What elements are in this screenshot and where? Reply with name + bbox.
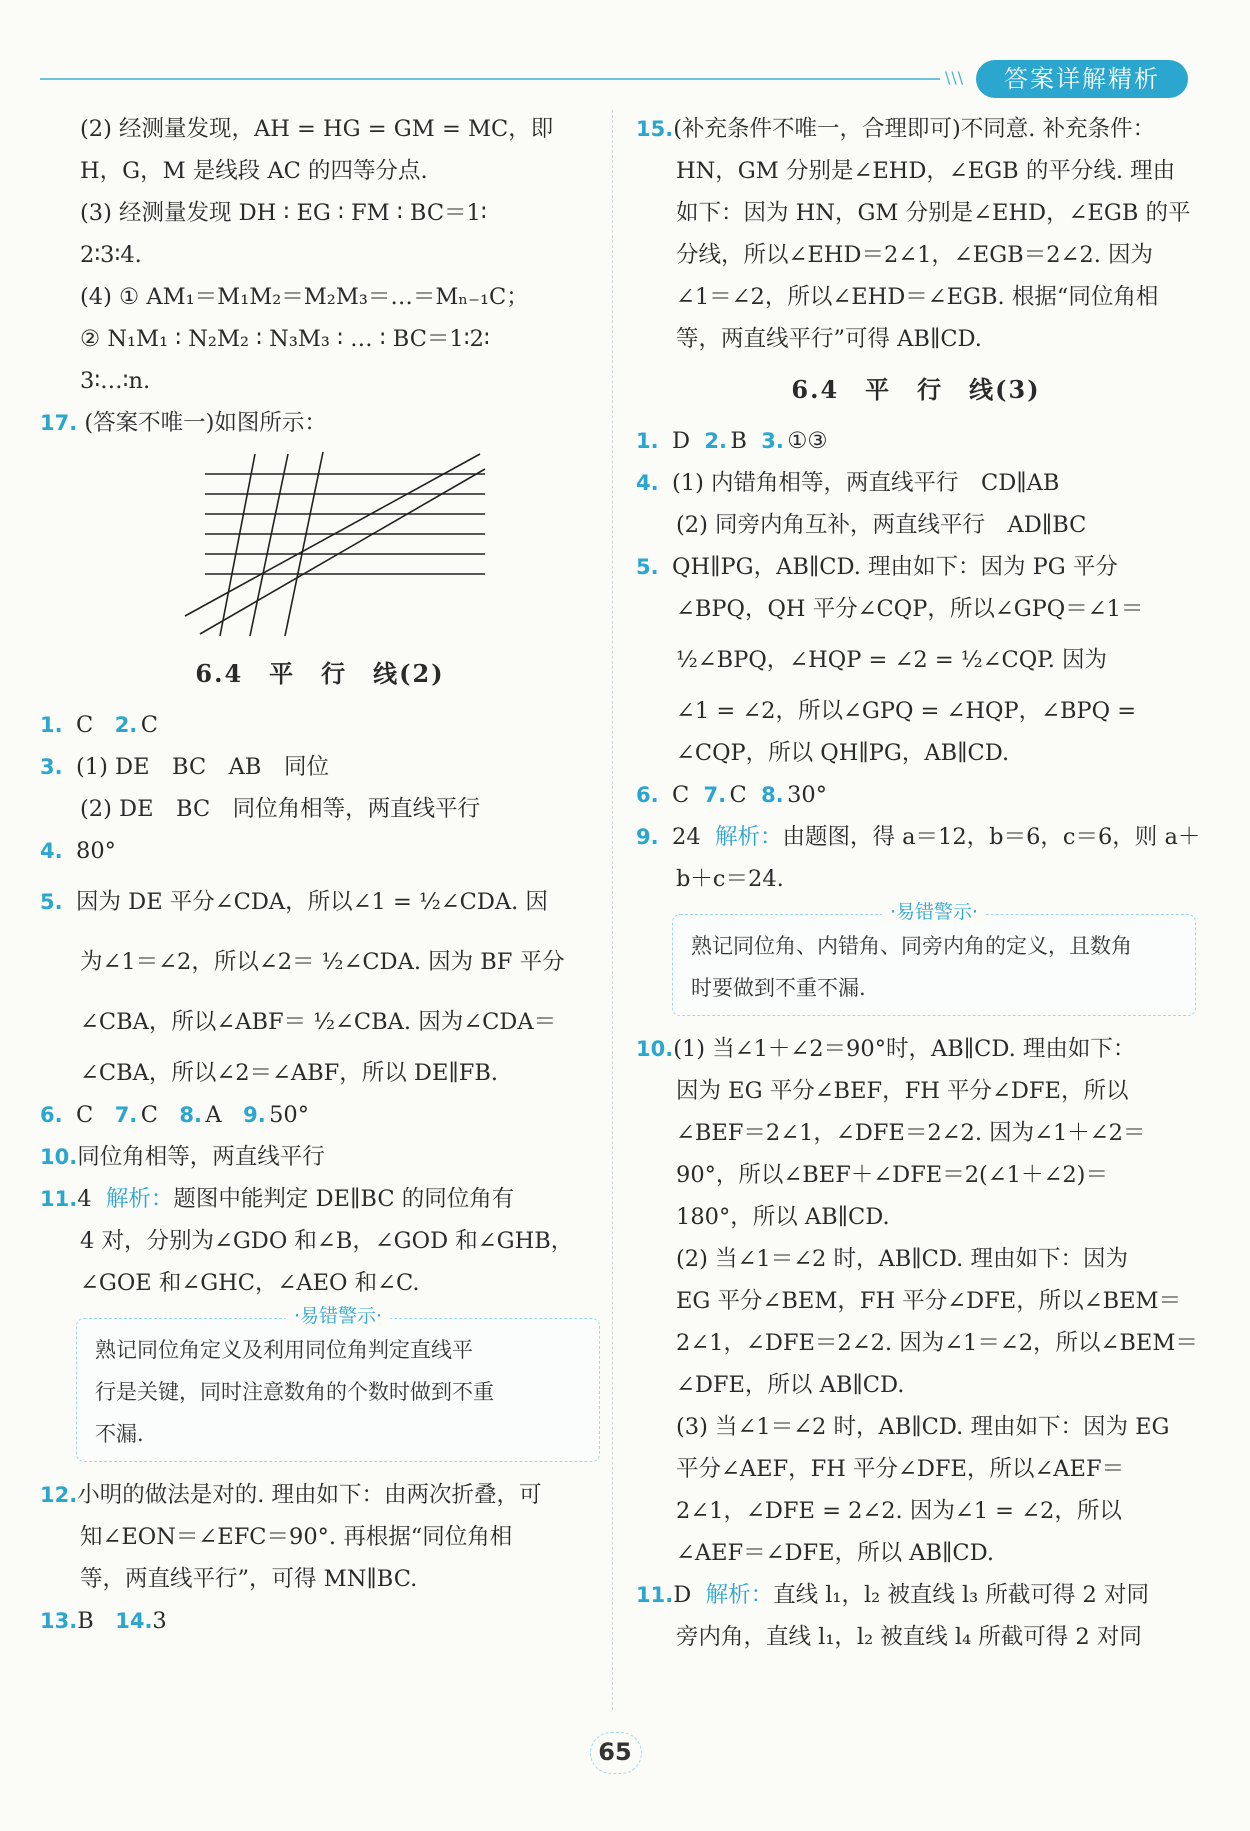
questions-6-8 xyxy=(636,774,1196,816)
text-line: 180°，所以 AB∥CD. xyxy=(676,1204,890,1230)
analysis-text: 题图中能判定 DE∥BC 的同位角有 xyxy=(173,1186,515,1212)
question-number: 3. xyxy=(40,755,63,779)
text-line: b＋c＝24. xyxy=(676,866,784,892)
answer: 30° xyxy=(787,782,827,808)
text-line: ∠BEF＝2∠1，∠DFE＝2∠2. 因为∠1＋∠2＝ xyxy=(676,1120,1146,1146)
left-column xyxy=(40,108,600,1642)
text-line: 旁内角，直线 l₁，l₂ 被直线 l₄ 所截可得 2 对同 xyxy=(676,1624,1142,1650)
questions-6-9 xyxy=(40,1094,600,1136)
question-number: 9. xyxy=(243,1103,266,1127)
answer: D xyxy=(673,1582,692,1608)
parallel-lines-figure xyxy=(40,444,600,644)
figure-svg xyxy=(40,444,600,644)
answer: D xyxy=(672,428,691,454)
transversal-line xyxy=(185,454,480,616)
answer: (补充条件不唯一，合理即可)不同意. 补充条件： xyxy=(673,116,1156,142)
question-number: 8. xyxy=(761,783,784,807)
text-line: ½∠BPQ，∠HQP = ∠2 = ½∠CQP. 因为 xyxy=(676,647,1108,673)
question-10 xyxy=(40,1136,600,1178)
section-title: 6.4 平 行 线(2) xyxy=(195,659,445,688)
text-line: ② N₁M₁ ∶ N₂M₂ ∶ N₃M₃ ∶ … ∶ BC＝1∶2∶ xyxy=(80,326,490,352)
text-line: 2∶3∶4. xyxy=(80,242,142,268)
questions-1-3 xyxy=(636,420,1196,462)
question-3 xyxy=(40,746,600,788)
text-line: H，G，M 是线段 AC 的四等分点. xyxy=(80,158,428,184)
analysis-text: 由题图，得 a＝12，b＝6，c＝6，则 a＋ xyxy=(782,824,1201,850)
text-line: 90°，所以∠BEF＋∠DFE＝2(∠1＋∠2)＝ xyxy=(676,1162,1108,1188)
question-4 xyxy=(40,830,600,872)
section-title: 6.4 平 行 线(3) xyxy=(791,375,1041,404)
text-line: (3) 经测量发现 DH ∶ EG ∶ FM ∶ BC＝1∶ xyxy=(80,200,487,226)
answer: 3 xyxy=(152,1608,167,1634)
question-number: 5. xyxy=(40,890,63,914)
text-line: 等，两直线平行”可得 AB∥CD. xyxy=(676,326,982,352)
question-number: 7. xyxy=(703,783,727,807)
text-line: (2) 同旁内角互补，两直线平行 AD∥BC xyxy=(676,512,1087,538)
answer: 小明的做法是对的. 理由如下：由两次折叠，可 xyxy=(77,1482,542,1508)
text-line: 平分∠AEF，FH 平分∠DFE，所以∠AEF＝ xyxy=(676,1456,1125,1482)
question-number: 4. xyxy=(636,471,659,495)
answer: QH∥PG，AB∥CD. 理由如下：因为 PG 平分 xyxy=(672,554,1118,580)
text-line: (2) 经测量发现，AH = HG = GM = MC，即 xyxy=(80,116,554,142)
warning-text: 熟记同位角定义及利用同位角判定直线平 xyxy=(95,1338,473,1362)
question-number: 14. xyxy=(115,1609,153,1633)
question-number: 15. xyxy=(636,117,674,141)
text-line: (2) 当∠1＝∠2 时，AB∥CD. 理由如下：因为 xyxy=(676,1246,1128,1272)
answer: C xyxy=(76,712,94,738)
answer: C xyxy=(672,782,690,808)
answer: (1) 内错角相等，两直线平行 CD∥AB xyxy=(672,470,1060,496)
question-number: 1. xyxy=(636,429,659,453)
question-5 xyxy=(40,872,600,932)
text-line: (4) ① AM₁＝M₁M₂＝M₂M₃＝…＝Mₙ₋₁C； xyxy=(80,284,529,310)
text-line: 如下：因为 HN，GM 分别是∠EHD，∠EGB 的平 xyxy=(676,200,1191,226)
text-line: ∠BPQ，QH 平分∠CQP，所以∠GPQ＝∠1＝ xyxy=(676,596,1144,622)
text-line: ∠CQP，所以 QH∥PG，AB∥CD. xyxy=(676,740,1010,766)
question-number: 6. xyxy=(40,1103,63,1127)
question-number: 10. xyxy=(636,1037,674,1061)
questions-1-2 xyxy=(40,704,600,746)
text-line: 2∠1，∠DFE = 2∠2. 因为∠1 = ∠2，所以 xyxy=(676,1498,1122,1524)
answer: C xyxy=(140,712,158,738)
question-number: 12. xyxy=(40,1483,78,1507)
analysis-label: 解析： xyxy=(714,824,783,850)
warning-text: 行是关键，同时注意数角的个数时做到不重 xyxy=(95,1380,494,1404)
text-line: ∠CBA，所以∠ABF＝ ½∠CBA. 因为∠CDA＝ xyxy=(80,1009,557,1035)
right-column xyxy=(636,108,1201,1658)
answer: 4 xyxy=(77,1186,92,1212)
text-line: ∠DFE，所以 AB∥CD. xyxy=(676,1372,905,1398)
answer: B xyxy=(77,1608,94,1634)
warning-label: ·易错警示· xyxy=(882,900,986,924)
answer: A xyxy=(205,1102,222,1128)
text-line: (3) 当∠1＝∠2 时，AB∥CD. 理由如下：因为 EG xyxy=(676,1414,1170,1440)
analysis-text: 直线 l₁，l₂ 被直线 l₃ 所截可得 2 对同 xyxy=(773,1582,1149,1608)
text-line: ∠1＝∠2，所以∠EHD＝∠EGB. 根据“同位角相 xyxy=(676,284,1159,310)
question-number: 3. xyxy=(761,429,784,453)
header-badge: 答案详解精析 xyxy=(976,60,1188,98)
question-number: 9. xyxy=(636,825,659,849)
answer: 50° xyxy=(269,1102,309,1128)
analysis-label: 解析： xyxy=(705,1582,774,1608)
question-4 xyxy=(636,462,1196,504)
answer: (1) 当∠1＋∠2＝90°时，AB∥CD. 理由如下： xyxy=(673,1036,1136,1062)
question-number: 2. xyxy=(114,713,138,737)
transversal-line xyxy=(220,454,255,636)
column-divider xyxy=(612,110,613,1710)
question-number: 10. xyxy=(40,1145,78,1169)
warning-text: 不漏. xyxy=(95,1422,144,1446)
warning-text: 熟记同位角、内错角、同旁内角的定义，且数角 xyxy=(691,934,1132,958)
text-line: HN，GM 分别是∠EHD，∠EGB 的平分线. 理由 xyxy=(676,158,1176,184)
header-rule xyxy=(40,78,940,80)
question-number: 8. xyxy=(179,1103,202,1127)
text-line: 3∶…∶n. xyxy=(80,368,151,394)
question-11 xyxy=(40,1178,600,1220)
question-9 xyxy=(636,816,1201,858)
text-line: (2) DE BC 同位角相等，两直线平行 xyxy=(80,796,481,822)
mistake-warning-box xyxy=(672,901,1196,1016)
question-15 xyxy=(636,108,1196,150)
question-number: 2. xyxy=(704,429,727,453)
text-line: 为∠1＝∠2，所以∠2＝ ½∠CDA. 因为 BF 平分 xyxy=(80,949,565,975)
question-number: 13. xyxy=(40,1609,78,1633)
answer: (1) DE BC AB 同位 xyxy=(76,754,329,780)
answer: C xyxy=(140,1102,158,1128)
answer: C xyxy=(76,1102,94,1128)
answer: B xyxy=(730,428,747,454)
text-line: 因为 EG 平分∠BEF，FH 平分∠DFE，所以 xyxy=(676,1078,1129,1104)
question-12 xyxy=(40,1474,600,1516)
question-17 xyxy=(40,402,600,444)
text-line: ∠GOE 和∠GHC，∠AEO 和∠C. xyxy=(80,1270,420,1296)
question-5 xyxy=(636,546,1196,588)
page-number: 65 xyxy=(598,1738,632,1766)
question-number: 6. xyxy=(636,783,659,807)
question-number: 11. xyxy=(636,1583,674,1607)
question-10 xyxy=(636,1028,1196,1070)
text-line: ∠CBA，所以∠2＝∠ABF，所以 DE∥FB. xyxy=(80,1060,499,1086)
answer: 同位角相等，两直线平行 xyxy=(77,1144,325,1170)
text-line: EG 平分∠BEM，FH 平分∠DFE，所以∠BEM＝ xyxy=(676,1288,1182,1314)
analysis-label: 解析： xyxy=(105,1186,174,1212)
question-number: 5. xyxy=(636,555,659,579)
question-number: 11. xyxy=(40,1187,78,1211)
header-ticks: \\\ xyxy=(945,68,965,87)
questions-13-14 xyxy=(40,1600,600,1642)
answer: 80° xyxy=(76,838,116,864)
answer: ①③ xyxy=(787,428,828,454)
text-line: 2∠1，∠DFE＝2∠2. 因为∠1＝∠2，所以∠BEM＝ xyxy=(676,1330,1198,1356)
transversal-line xyxy=(250,454,288,636)
answer: C xyxy=(729,782,747,808)
question-11 xyxy=(636,1574,1196,1616)
text-line: 等，两直线平行”，可得 MN∥BC. xyxy=(80,1566,418,1592)
question-number: 4. xyxy=(40,839,63,863)
warning-label: ·易错警示· xyxy=(286,1304,390,1328)
text-line: ∠AEF＝∠DFE，所以 AB∥CD. xyxy=(676,1540,994,1566)
text-line: 4 对，分别为∠GDO 和∠B，∠GOD 和∠GHB， xyxy=(80,1228,574,1254)
text-line: ∠1 = ∠2，所以∠GPQ = ∠HQP，∠BPQ = xyxy=(676,698,1137,724)
question-number: 1. xyxy=(40,713,63,737)
answer: 因为 DE 平分∠CDA，所以∠1 = ½∠CDA. 因 xyxy=(76,889,548,915)
text-line: 知∠EON＝∠EFC＝90°. 再根据“同位角相 xyxy=(80,1524,513,1550)
question-text: (答案不唯一)如图所示： xyxy=(84,410,327,436)
question-number: 7. xyxy=(114,1103,138,1127)
question-number: 17. xyxy=(40,411,78,435)
warning-text: 时要做到不重不漏. xyxy=(691,976,866,1000)
mistake-warning-box xyxy=(76,1305,600,1462)
answer: 24 xyxy=(672,824,701,850)
text-line: 分线，所以∠EHD＝2∠1，∠EGB＝2∠2. 因为 xyxy=(676,242,1153,268)
